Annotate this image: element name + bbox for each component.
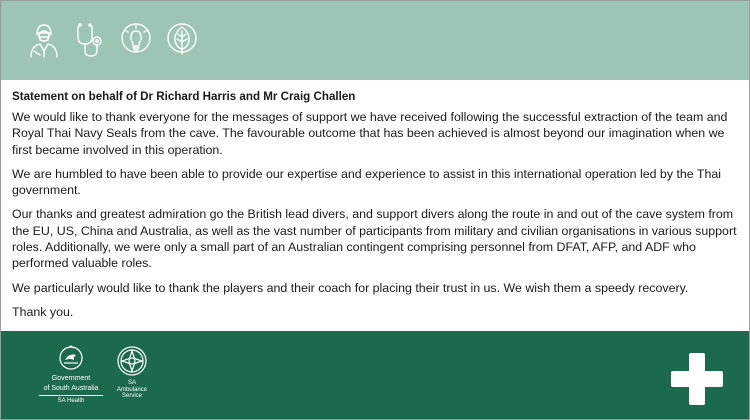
government-of-south-australia-logo bbox=[31, 345, 111, 405]
government-logo-divider bbox=[39, 395, 103, 396]
statement-title: Statement on behalf of Dr Richard Harris and Mr Craig Challen bbox=[12, 90, 356, 103]
surgeon-icon bbox=[27, 21, 61, 59]
lightbulb-icon bbox=[119, 21, 153, 59]
statement-paragraph-3: Our thanks and greatest admiration go the British lead divers, and support divers along the route in and out of the cave system from the EU, US, China and Australia, as well as the vast number of participants from military and civilian organisations in various support roles. Additionally, we were only a small part of an Australian contingent comprising personnel from DFAT, AFP, and ADF who performed valuable roles. bbox=[12, 207, 737, 271]
ambulance-logo-name: SA Ambulance Service bbox=[116, 380, 148, 399]
government-logo-line1: Government bbox=[51, 375, 91, 382]
government-logo-dept: SA Health bbox=[57, 398, 85, 404]
statement-paragraph-4: We particularly would like to thank the players and their coach for placing their trust in us. We wish them a speedy recovery. bbox=[12, 280, 689, 295]
piping-shrike-crest-icon bbox=[56, 345, 86, 373]
statement-signoff: Thank you. bbox=[12, 304, 74, 319]
footer-band bbox=[1, 331, 749, 419]
header-band bbox=[1, 1, 749, 80]
statement-paragraph-1: We would like to thank everyone for the messages of support we have received following the successful extraction of the team and Royal Thai Navy Seals from the cave. The favourable outcome that has been achieved is almost beyond our imagination when we first became involved in this operation. bbox=[12, 110, 728, 157]
stethoscope-icon bbox=[73, 21, 107, 59]
sa-ambulance-service-logo bbox=[107, 345, 157, 400]
leaf-icon bbox=[165, 21, 199, 59]
government-logo-line2: of South Australia bbox=[43, 384, 99, 392]
statement-body bbox=[12, 89, 738, 328]
statement-paragraph-2: We are humbled to have been able to provide our expertise and experience to assist in this international operation led by the Thai government. bbox=[12, 166, 722, 198]
ambulance-star-of-life-icon bbox=[116, 345, 148, 377]
medical-plus-icon bbox=[669, 351, 725, 407]
header-icon-row bbox=[27, 21, 199, 59]
